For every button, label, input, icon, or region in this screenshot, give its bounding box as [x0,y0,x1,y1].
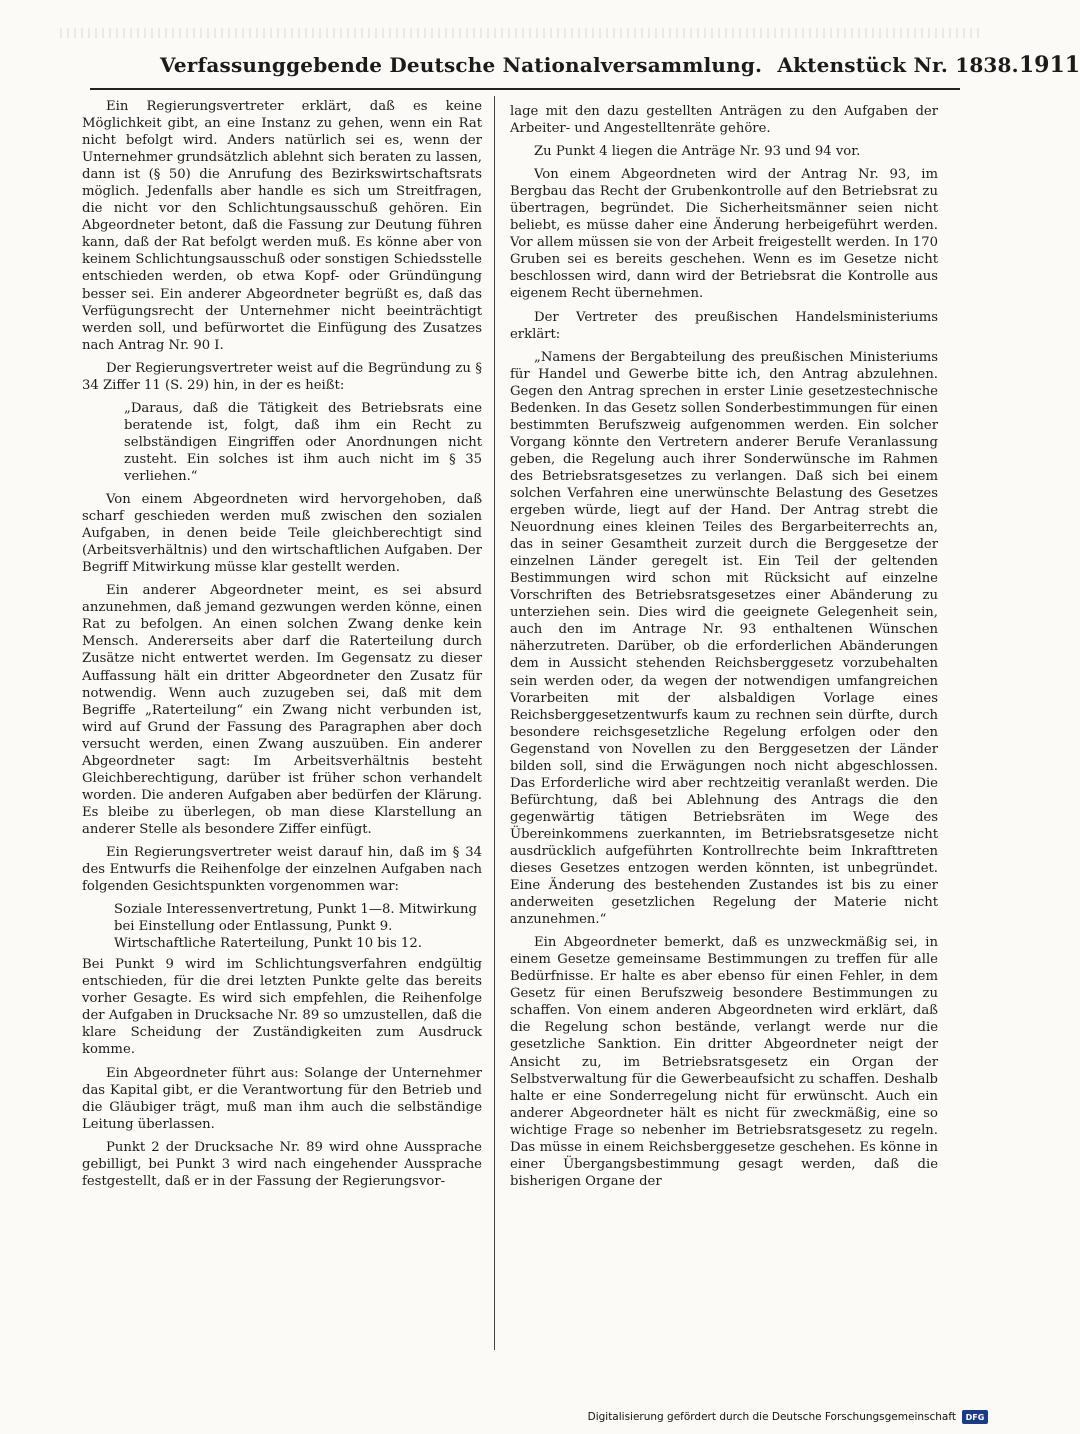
header-title: Verfassunggebende Deutsche Nationalversammlung. [160,53,763,77]
header-title-group [160,53,1019,77]
paragraph: lage mit den dazu gestellten Anträgen zu den Aufgaben der Arbeiter- und Angestelltenräte gehöre. [510,104,938,137]
paragraph: Punkt 2 der Drucksache Nr. 89 wird ohne Aussprache gebilligt, bei Punkt 3 wird nach eingehender Aussprache festgestellt, daß er in der Fassung der Regierungsvor- [82,1139,482,1189]
paragraph: Von einem Abgeordneten wird hervorgehoben, daß scharf geschieden werden muß zwischen den sozialen Aufgaben, in denen beide Teile gleichberechtigt sind (Arbeitsverhältnis) und den wirtschaftlichen Aufgaben. Der Begriff Mitwirkung müsse klar gestellt werden. [82,492,482,576]
paragraph: Der Vertreter des preußischen Handelsministeriums erklärt: [510,309,938,342]
page-header [160,52,1080,82]
paragraph: Ein Regierungsvertreter weist darauf hin, daß im § 34 des Entwurfs die Reihenfolge der einzelnen Aufgaben nach folgenden Gesichtspunkten vorgenommen war: [82,844,482,895]
paragraph: Zu Punkt 4 liegen die Anträge Nr. 93 und 94 vor. [534,144,861,160]
header-rule [90,88,960,90]
point-list: Soziale Interessenvertretung, Punkt 1—8. Mitwirkung bei Einstellung oder Entlassung, Punkt 9. Wirtschaftliche Raterteilung, Punkt 10 bis 12. [114,902,477,952]
column-divider [494,96,495,1350]
block-quote: „Namens der Bergabteilung des preußischen Ministeriums für Handel und Gewerbe bitte ich, den Antrag abzulehnen. Gegen den Antrag sprechen in erster Linie gesetzestechnische Bedenken. In das Gesetz sollen Sonderbestimmungen für einen bestimmten Berufszweig aufgenommen werden. Ein solcher Vorgang könnte den Vertretern anderer Berufe Veranlassung geben, die Regelung auch ihrer Sonderwünsche im Rahmen des Betriebsratsgesetzes zu verlangen. Daß sich bei einem solchen Verfahren eine unerwünschte Belastung des Gesetzes ergeben würde, liegt auf der Hand. Der Antrag strebt die Neuordnung eines kleinen Teiles des Bergarbeiterrechts an, das in seiner Gesamtheit zurzeit durch die Berggesetze der einzelnen Länder geregelt ist. Ein Teil der geltenden Bestimmungen wird schon mit Rücksicht auf einzelne Vorschriften des Betriebsratsgesetzes einer Abänderung zu unterziehen sein. Dies wird die geeignete Gelegenheit sein, auch den im Antrage Nr. 93 enthaltenen Wünschen näherzutreten. Darüber, ob die erforderlichen Abänderungen dem in Aussicht stehenden Reichsberggesetz vorzubehalten sein werden oder, da wegen der notwendigen umfangreichen Vorarbeiten mit der alsbaldigen Vorlage eines Reichsberggesetzentwurfs kaum zu rechnen sein dürfte, durch besondere reichsgesetzliche Regelung erfolgen oder den Gegenstand von Novellen zu den Berggesetzen der Länder bilden soll, sind die Erwägungen noch nicht abgeschlossen. Das Erforderliche wird aber rechtzeitig veranlaßt werden. Die Befürchtung, daß bei Ablehnung des Antrags die den gegenwärtig tätigen Betriebsräten im Wege des Übereinkommens zuerkannten, im Betriebsratsgesetze nicht ausdrücklich aufgeführten Kontrollrechte beim Inkrafttreten dieses Gesetzes entzogen werden könnten, ist unbegründet. Eine Änderung des bestehenden Zustandes ist bis zu einer anderweiten gesetzlichen Regelung der Materie nicht anzunehmen.“ [510,349,938,928]
paragraph: Von einem Abgeordneten wird der Antrag Nr. 93, im Bergbau das Recht der Grubenkontrolle auf den Betriebsrat zu übertragen, begründet. Die Sicherheitsmänner seien nicht beliebt, es müsse daher eine Änderung herbeigeführt werden. Vor allem müssen sie von der Arbeit freigestellt werden. In 170 Gruben sei es bereits geschehen. Wenn es im Gesetze nicht beschlossen wird, dann wird der Betriebsrat die Kontrolle aus eigenem Recht übernehmen. [510,167,938,302]
funding-credit: Digitalisierung gefördert durch die Deutsche Forschungsgemeinschaft [587,1411,956,1423]
paragraph: Ein anderer Abgeordneter meint, es sei absurd anzunehmen, daß jemand gezwungen werden könne, einen Rat zu befolgen. An einen solchen Zwang denke kein Mensch. Andererseits aber darf die Raterteilung durch Zusätze nicht entwertet werden. Im Gegensatz zu dieser Auffassung hält ein dritter Abgeordneter den Zusatz für notwendig. Wenn auch zuzugeben sei, daß mit dem Begriffe „Raterteilung“ ein Zwang nicht verbunden ist, wird auf Grund der Fassung des Paragraphen aber doch versucht werden, einen Zwang auszuüben. Ein anderer Abgeordneter sagt: Im Arbeitsverhältnis besteht Gleichberechtigung, darüber ist früher schon verhandelt worden. Die anderen Aufgaben aber bedürfen der Klärung. Es bleibe zu überlegen, ob man diese Klarstellung an anderer Stelle als besondere Ziffer einfügt. [82,583,482,837]
paragraph: Ein Abgeordneter führt aus: Solange der Unternehmer das Kapital gibt, er die Verantwortung für den Betrieb und die Gläubiger trägt, muß man ihm auch die selbständige Leitung überlassen. [82,1065,482,1132]
scan-artifact [60,28,980,38]
paragraph: Ein Abgeordneter bemerkt, daß es unzweckmäßig sei, in einem Gesetze gemeinsame Bestimmungen zu treffen für alle Bedürfnisse. Er halte es aber ebenso für einen Fehler, in dem Gesetz für einen Berufszweig besondere Bestimmungen zu schaffen. Von einem anderen Abgeordneten wird erklärt, daß die Regelung schon bestände, verlangt werde nur die gesetzliche Sanktion. Ein dritter Abgeordneter neigt der Ansicht zu, im Betriebsratsgesetz ein Organ der Selbstverwaltung für die Gewerbeaufsicht zu schaffen. Deshalb halte er eine Sonderregelung nicht für erwünscht. Auch ein anderer Abgeordneter hält es nicht für zweckmäßig, eine so wichtige Frage so nebenher im Betriebsratsgesetz zu regeln. Das müsse in einem Reichsberggesetze geschehen. Es könne in einer Übergangsbestimmung gesagt werden, daß die bisherigen Organe der [510,935,938,1189]
block-quote: „Daraus, daß die Tätigkeit des Betriebsrats eine beratende ist, folgt, daß ihm ein Recht zu selbständigen Eingriffen oder Anordnungen nicht zusteht. Ein solches ist ihm auch nicht im § 35 verliehen.“ [124,400,482,484]
footer-credit [588,1410,988,1424]
paragraph: Der Regierungsvertreter weist auf die Begründung zu § 34 Ziffer 11 (S. 29) hin, in der es heißt: [82,360,482,393]
paragraph: Ein Regierungsvertreter erklärt, daß es keine Möglichkeit gibt, an eine Instanz zu gehen, wenn ein Rat nicht befolgt wird. Anders natürlich sei es, wenn der Unternehmer grundsätzlich ablehnt sich beraten zu lassen, dann ist (§ 50) die Anrufung des Bezirkswirtschaftsrats möglich. Jedenfalls aber handle es sich um Streitfragen, die nicht vor den Schlichtungsausschuß gehören. Ein Abgeordneter betont, daß die Fassung zur Deutung führen kann, daß der Rat befolgt werden muß. Es könne aber von keinem Schlichtungsausschuß oder sonstigen Schiedsstelle entschieden werden, ob etwa Kopf- oder Gründüngung besser sei. Ein anderer Abgeordneter begrüßt es, daß das Verfügungsrecht der Unternehmer nicht beeinträchtigt werden soll, und befürwortet die Einfügung des Zusatzes nach Antrag Nr. 90 I. [82,99,482,353]
left-column [82,98,482,1196]
right-column [510,103,938,1196]
document-number: Aktenstück Nr. 1838. [777,53,1019,77]
dfg-logo-icon: DFG [962,1410,988,1424]
page-number: 1911 [1018,52,1080,78]
paragraph: Bei Punkt 9 wird im Schlichtungsverfahren endgültig entschieden, für die drei letzten Punkte gelte das bereits vorher Gesagte. Es wird sich empfehlen, die Reihenfolge der Aufgaben in Drucksache Nr. 89 so umzustellen, daß die klare Scheidung der Zuständigkeiten zum Ausdruck komme. [82,957,482,1058]
